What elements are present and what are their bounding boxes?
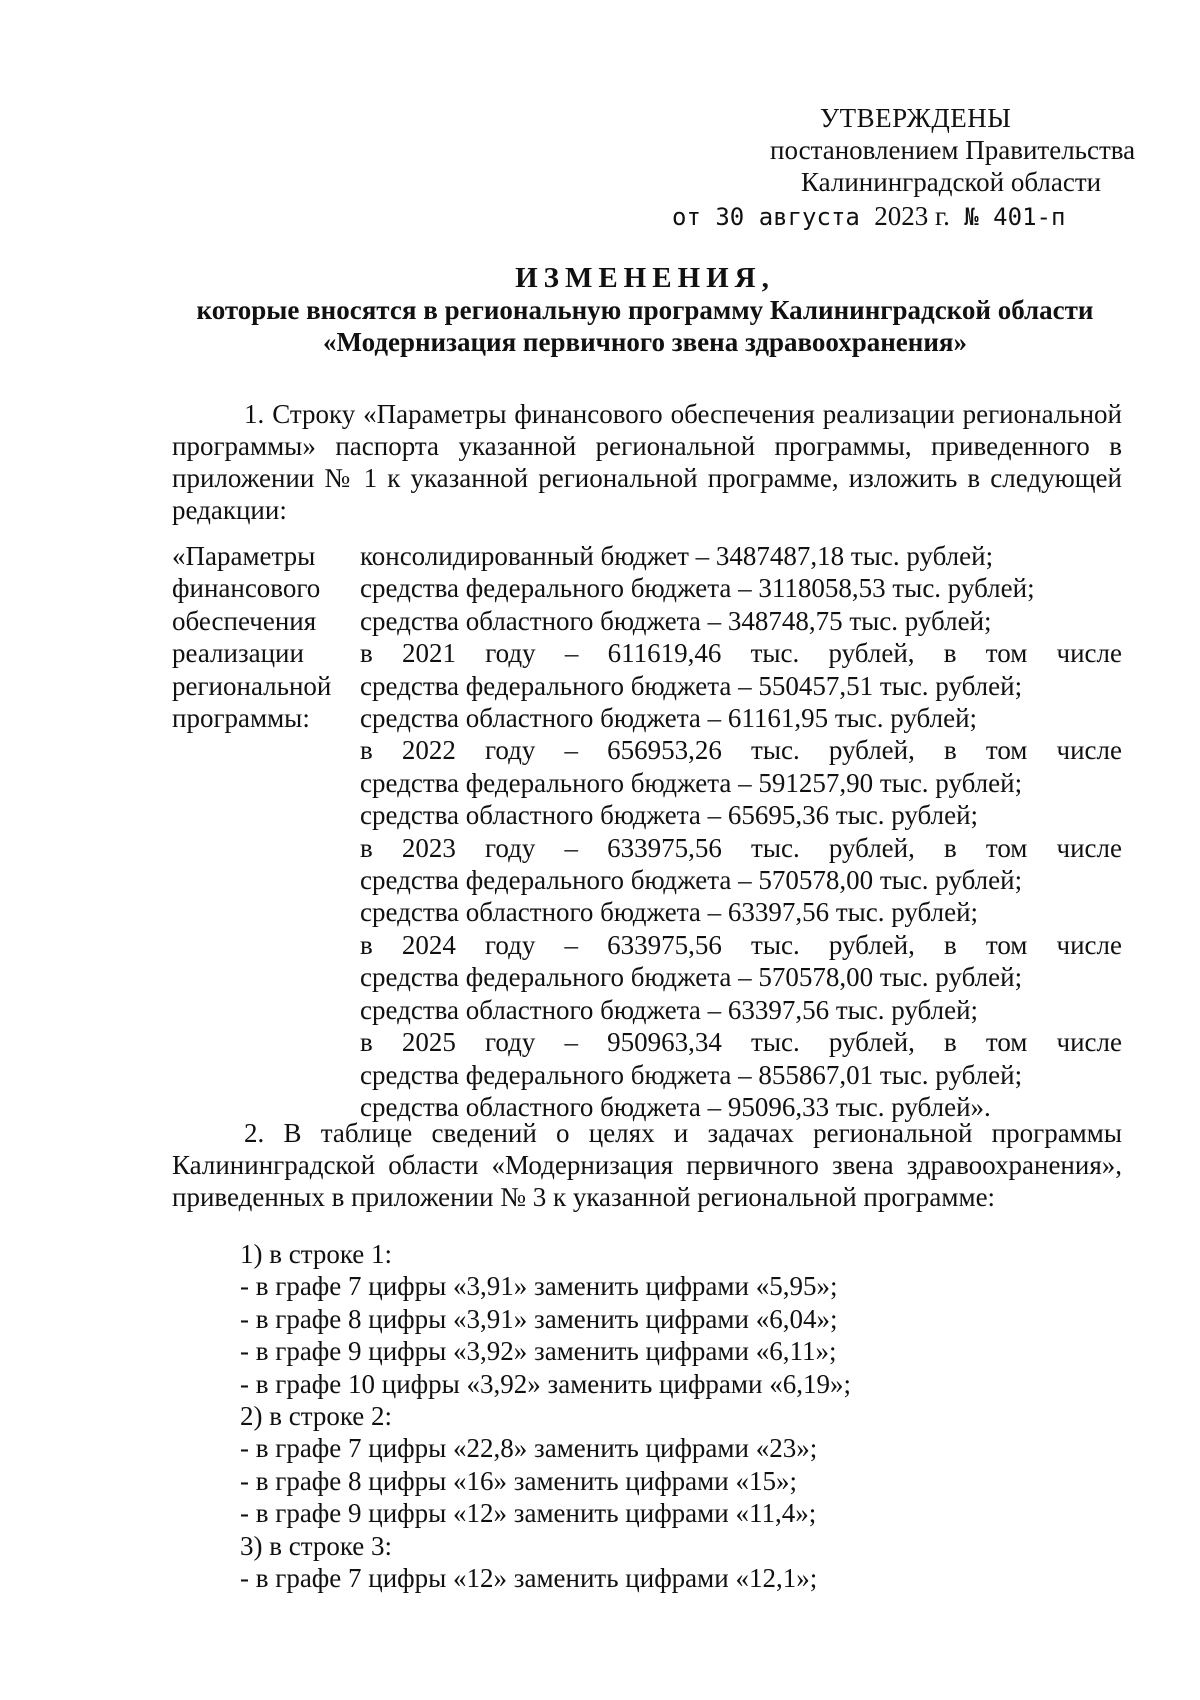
document-heading [170, 262, 1120, 358]
parameters-label-line: региональной [172, 670, 332, 701]
parameters-value-line: средства федерального бюджета – 3118058,53 тыс. рублей; [360, 573, 1035, 604]
parameters-value-line: в 2022 году – 656953,26 тыс. рублей, в том числе [360, 735, 1122, 766]
approval-number: № 401-п [964, 203, 1066, 231]
parameters-label-line: программы: [172, 703, 310, 734]
parameters-label-column [172, 540, 352, 734]
changes-list-item: 2) в строке 2: [240, 1401, 393, 1432]
approval-line-region: Калининградской области [801, 167, 1102, 197]
parameters-value-line: средства федерального бюджета – 550457,51 тыс. рублей; [360, 670, 1023, 701]
approval-title: УТВЕРЖДЕНЫ [820, 103, 1012, 133]
approval-date-year: 2023 г. [874, 201, 950, 231]
approval-stamp [672, 102, 1160, 233]
parameters-value-line: средства областного бюджета – 61161,95 тыс. рублей; [360, 703, 978, 734]
parameters-value-line: консолидированный бюджет – 3487487,18 тыс. рублей; [360, 541, 994, 571]
parameters-label-line: реализации [172, 638, 304, 669]
changes-list-item: - в графе 10 цифры «3,92» заменить цифрами «6,19»; [240, 1368, 851, 1399]
paragraph-2: 2. В таблице сведений о целях и задачах региональной программы Калининградской области «Модернизация первичного звена здравоохранения», приведенных в приложении № 3 к указанной региональной программе: [172, 1118, 1122, 1212]
changes-list-item: - в графе 9 цифры «3,92» заменить цифрами «6,11»; [240, 1336, 837, 1367]
parameters-value-line: средства федерального бюджета – 570578,00 тыс. рублей; [360, 962, 1023, 993]
parameters-value-line: средства областного бюджета – 65695,36 тыс. рублей; [360, 800, 979, 831]
changes-list-item: - в графе 7 цифры «3,91» заменить цифрами «5,95»; [240, 1271, 838, 1302]
approval-date [672, 200, 1160, 233]
changes-list-item: - в графе 8 цифры «16» заменить цифрами «15»; [240, 1465, 797, 1496]
parameters-value-line: в 2025 году – 950963,34 тыс. рублей, в том числе [360, 1027, 1122, 1058]
changes-list-item: - в графе 7 цифры «22,8» заменить цифрами «23»; [240, 1433, 818, 1464]
parameters-value-line: средства федерального бюджета – 570578,00 тыс. рублей; [360, 865, 1023, 896]
approval-date-prefix: от 30 августа [672, 203, 860, 231]
heading-subtitle-line1: которые вносятся в региональную программу Калининградской области [196, 295, 1094, 325]
paragraph-1: 1. Строку «Параметры финансового обеспечения реализации региональной программы» паспорта указанной региональной программы, приведенного в приложении № 1 к указанной региональной программе, изложить в следующей редакции: [172, 399, 1122, 525]
parameters-label-line: обеспечения [172, 605, 317, 636]
changes-list-item: - в графе 7 цифры «12» заменить цифрами «12,1»; [240, 1563, 818, 1594]
changes-list-item: - в графе 9 цифры «12» заменить цифрами «11,4»; [240, 1498, 817, 1529]
changes-list-item: 3) в строке 3: [240, 1530, 393, 1561]
parameters-value-line: средства областного бюджета – 348748,75 тыс. рублей; [360, 605, 992, 636]
heading-subtitle-line2: «Модернизация первичного звена здравоохранения» [322, 327, 968, 357]
approval-line-decree: постановлением Правительства [770, 135, 1136, 165]
parameters-value-line: средства областного бюджета – 63397,56 тыс. рублей; [360, 994, 979, 1025]
changes-list-item: - в графе 8 цифры «3,91» заменить цифрами «6,04»; [240, 1303, 838, 1334]
parameters-value-line: средства областного бюджета – 63397,56 тыс. рублей; [360, 897, 979, 928]
parameters-label-line: финансового [172, 573, 321, 604]
parameters-value-line: средства федерального бюджета – 591257,90 тыс. рублей; [360, 767, 1023, 798]
changes-list [240, 1238, 1120, 1594]
parameters-label-line: «Параметры [172, 541, 316, 571]
parameters-value-line: в 2024 году – 633975,56 тыс. рублей, в том числе [360, 929, 1122, 960]
heading-title: ИЗМЕНЕНИЯ, [515, 262, 775, 294]
parameters-value-line: в 2021 году – 611619,46 тыс. рублей, в том числе [360, 638, 1122, 669]
parameters-value-line: в 2023 году – 633975,56 тыс. рублей, в том числе [360, 832, 1122, 863]
parameters-value-column [360, 540, 1122, 1123]
parameters-value-line: средства областного бюджета – 95096,33 тыс. рублей». [360, 1091, 991, 1122]
parameters-value-line: средства федерального бюджета – 855867,01 тыс. рублей; [360, 1059, 1023, 1090]
changes-list-item: 1) в строке 1: [240, 1239, 393, 1269]
